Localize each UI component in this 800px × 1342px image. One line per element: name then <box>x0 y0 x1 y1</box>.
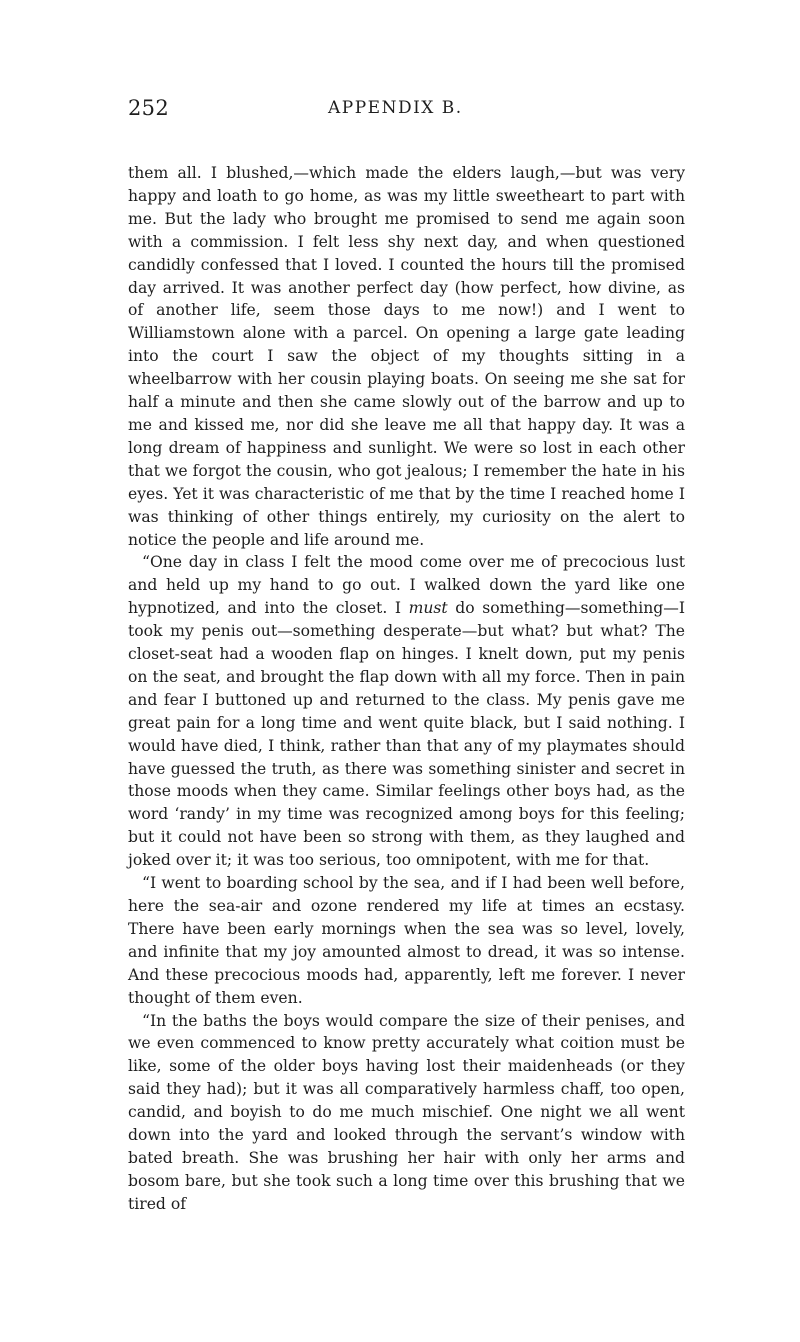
page-number: 252 <box>128 96 169 120</box>
emphasized-word: must <box>408 599 448 618</box>
paragraph-2 <box>128 551 685 872</box>
paragraph-3: “I went to boarding school by the sea, and if I had been well before, here the sea-air and ozone rendered my life at times an ecstasy. There have been early mornings when the sea was so level, lovely, and infinite that my joy amounted almost to dread, it was so intense. And these precocious moods had, apparently, left me forever. I never thought of them even. <box>128 874 685 1007</box>
running-head <box>128 96 685 126</box>
paragraph-4: “In the baths the boys would compare the size of their penises, and we even commenced to know pretty accurately what coition must be like, some of the older boys having lost their maidenheads (or they said they had); but it was all comparatively harmless chaff, too open, candid, and boyish to do me much mischief. One night we all went down into the yard and looked through the servant’s window with bated breath. She was brushing her hair with only her arms and bosom bare, but she took such a long time over this brushing that we tired of <box>128 1011 685 1213</box>
body-text <box>128 162 685 1216</box>
paragraph-2-part-1: “One day in class I felt the mood come over me of precocious lust and held up my hand to go out. I walked down the yard like one hypnotized, and into the closet. I <box>128 553 685 618</box>
paragraph-2-part-2: do something—something—I took my penis out—something desperate—but what? but what? The closet-seat had a wooden flap on hinges. I knelt down, put my penis on the seat, and brought the flap down with all my force. Then in pain and fear I buttoned up and returned to the class. My penis gave me great pain for a long time and went quite black, but I said nothing. I would have died, I think, rather than that any of my playmates should have guessed the truth, as there was something sinister and secret in those moods when they came. Similar feelings other boys had, as the word ‘randy’ in my time was recognized among boys for this feeling; but it could not have been so strong with them, as they laughed and joked over it; it was too serious, too omnipotent, with me for that. <box>128 599 685 870</box>
paragraph-1: them all. I blushed,—which made the elders laugh,—but was very happy and loath to go home, as was my little sweetheart to part with me. But the lady who brought me promised to send me again soon with a commission. I felt less shy next day, and when questioned candidly confessed that I loved. I counted the hours till the promised day arrived. It was another perfect day (how perfect, how divine, as of another life, seem those days to me now!) and I went to Williamstown alone with a parcel. On opening a large gate leading into the court I saw the object of my thoughts sitting in a wheelbarrow with her cousin playing boats. On seeing me she sat for half a minute and then she came slowly out of the barrow and up to me and kissed me, nor did she leave me all that happy day. It was a long dream of happiness and sunlight. We were so lost in each other that we forgot the cousin, who got jealous; I remember the hate in his eyes. Yet it was characteristic of me that by the time I reached home I was thinking of other things entirely, my curiosity on the alert to notice the people and life around me. <box>128 164 685 549</box>
running-title: APPENDIX B. <box>328 98 463 118</box>
